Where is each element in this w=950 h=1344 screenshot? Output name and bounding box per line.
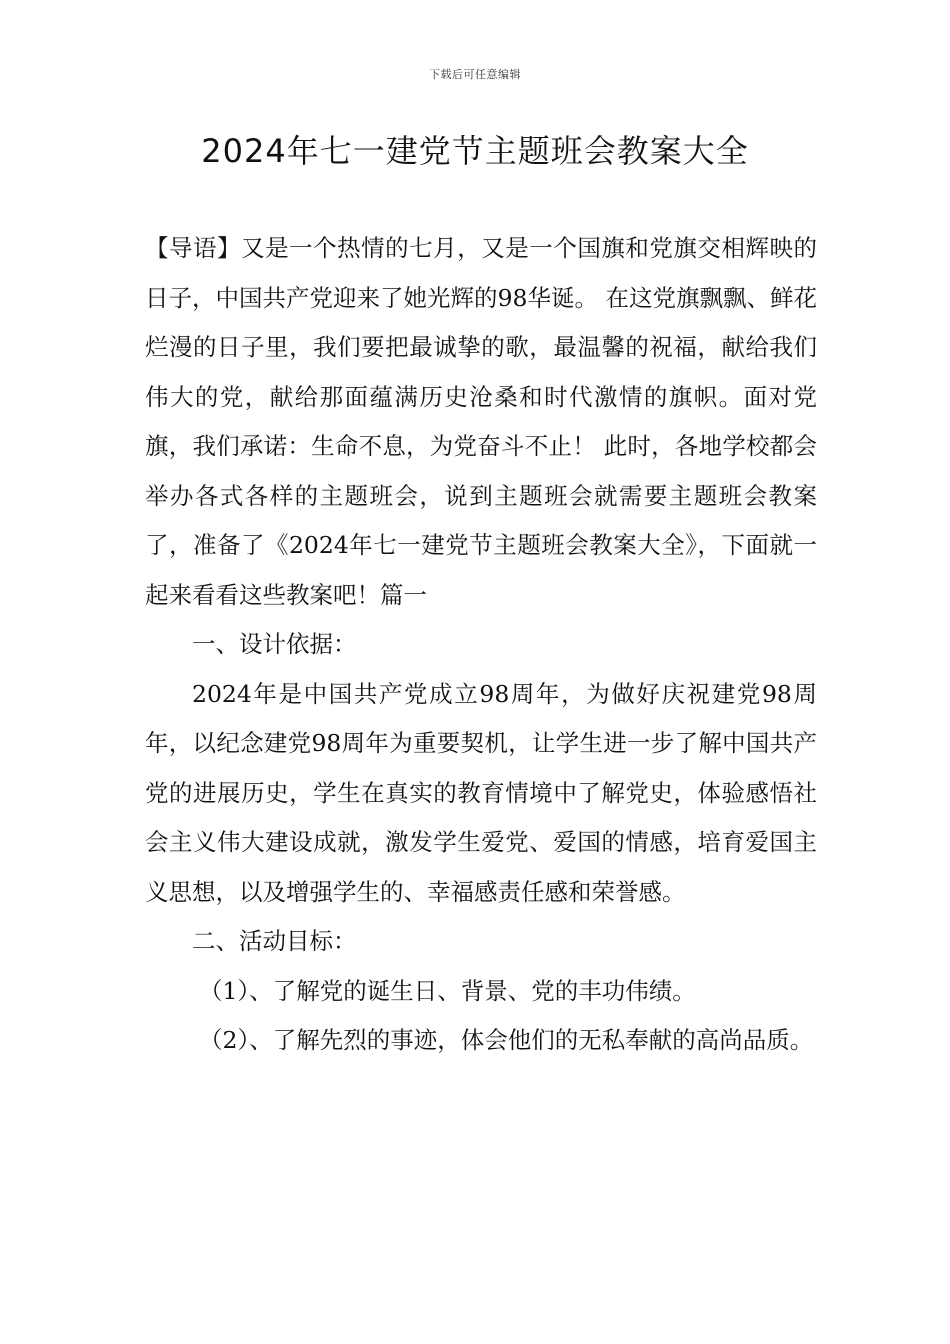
section-heading-design-basis: 一、设计依据： <box>192 630 357 658</box>
header-note: 下载后可任意编辑 <box>429 68 521 81</box>
design-basis-paragraph: 2024年是中国共产党成立98周年，为做好庆祝建党98周年，以纪念建党98周年为重要契机，让学生进一步了解中国共产党的进展历史，学生在真实的教育情境中了解党史，体验感悟社会主义伟大建设成就，激发学生爱党、爱国的情感，培育爱国主义思想，以及增强学生的、幸福感责任感和荣誉感。 <box>145 679 817 906</box>
goal-item-1: （1）、了解党的诞生日、背景、党的丰功伟绩。 <box>199 976 696 1005</box>
section-heading-activity-goals: 二、活动目标： <box>192 927 357 955</box>
goal-item-2: （2）、了解先烈的事迹，体会他们的无私奉献的高尚品质。 <box>199 1026 814 1054</box>
intro-paragraph: 【导语】又是一个热情的七月，又是一个国旗和党旗交相辉映的日子，中国共产党迎来了她光辉的98华诞。 在这党旗飘飘、鲜花烂漫的日子里，我们要把最诚挚的歌，最温馨的祝福，献给我们伟大的党，献给那面蕴满历史沧桑和时代激情的旗帜。面对党旗，我们承诺：生命不息，为党奋斗不止！ 此时，各地学校都会举办各式各样的主题班会，说到主题班会就需要主题班会教案了，准备了《2024年七一建党节主题班会教案大全》，下面就一起来看看这些教案吧！篇一 <box>145 234 817 609</box>
document-body <box>145 224 817 1066</box>
document-title: 2024年七一建党节主题班会教案大全 <box>201 132 749 170</box>
